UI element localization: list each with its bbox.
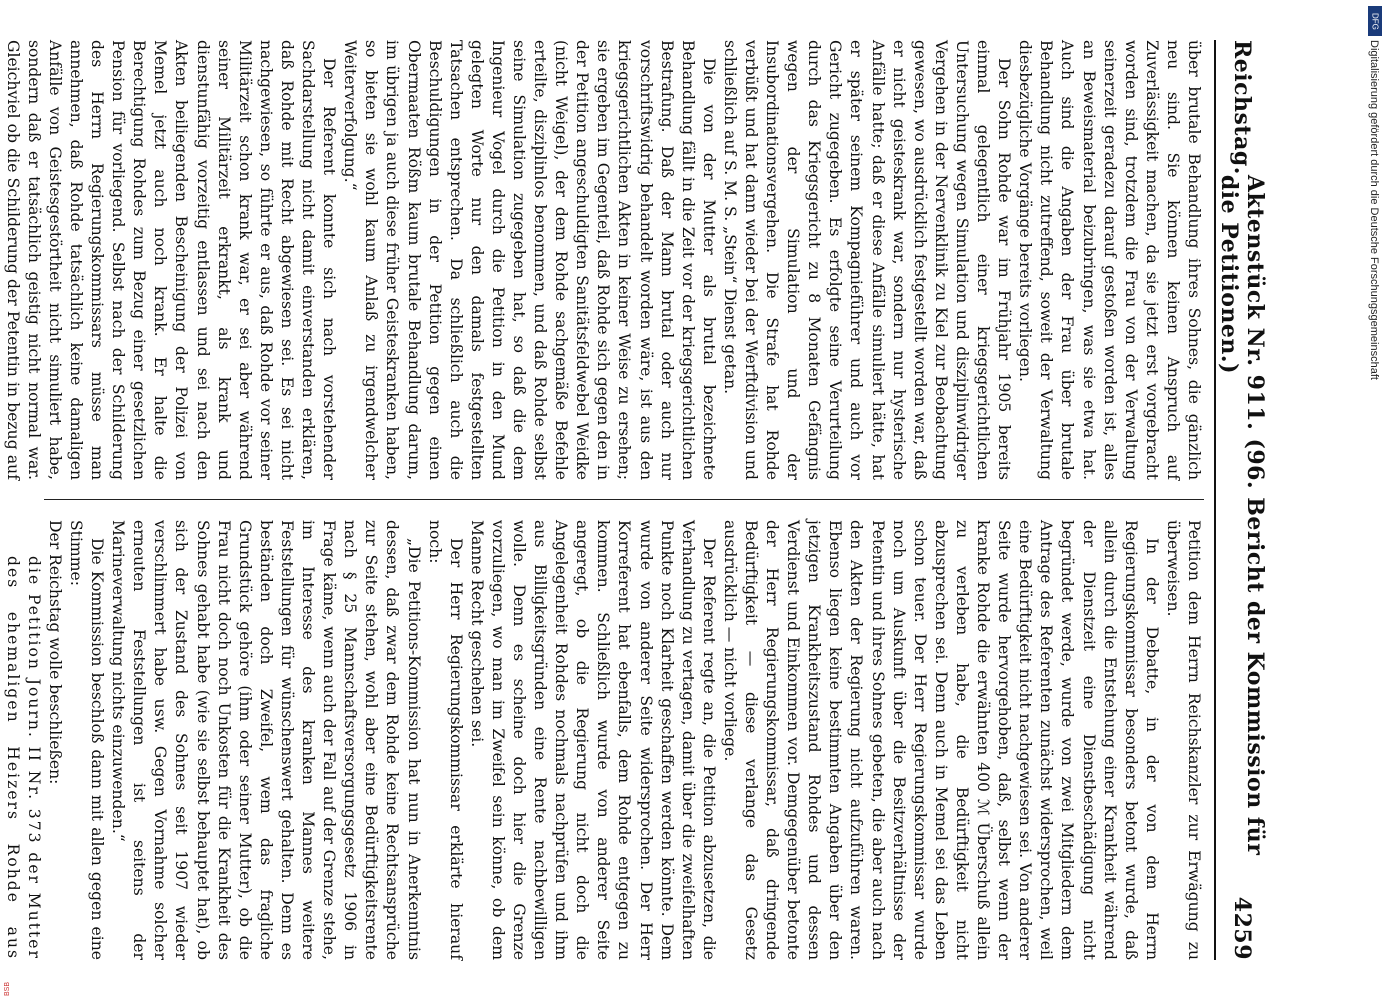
header-report-title: (96. Bericht der Kommission für die Petitionen.) — [1216, 174, 1268, 856]
resolution-text: die Petition Journ. II Nr. 373 der Mutter des ehemaligen Heizers Rohde aus — [3, 556, 43, 960]
header-document-number: Aktenstück Nr. 911. — [1242, 174, 1268, 431]
dfg-logo: DFG — [1368, 6, 1382, 36]
right-paragraph: Der Herr Regierungskommissar erklärte hierauf noch: — [425, 520, 465, 960]
left-paragraph: über brutale Behandlung ihres Sohnes, die gänzlich neu sind. Sie können keinen Anspruch auf Zuverlässigkeit machen, da sie jetzt erst vorgebracht worden sind, trotzdem die Frau von der Verwaltung seinerzeit geradezu darauf gestoßen worden ist, alles an Beweismaterial beizubringen, was sie etwa hat. Auch sind die Angaben der Frau über brutale Behandlung nicht zutreffend, soweit der Verwaltung diesbezügliche Vorgänge bereits vorliegen. — [1016, 40, 1203, 480]
library-mark: BSB — [4, 981, 11, 996]
right-intro: Petition dem Herrn Reichskanzler zur Erwägung zu überweisen. — [1163, 520, 1203, 960]
header-left: Reichstag. — [1229, 40, 1255, 175]
right-paragraph: In der Debatte, in der von dem Herrn Regierungskommissar besonders betont wurde, daß allein durch die Entstehung einer Krankheit während der Dienstzeit eine Dienstbeschädigung nicht begründet werde, wurde von zwei Mitgliedern dem Antrage des Referenten zunächst widersprochen, weil eine Bedürftigkeit nicht nachgewiesen sei. Von anderer Seite wurde hervorgehoben, daß, selbst wenn der kranke Rohde die erwähnten 400 ℳ Überschuß allein zu verleben habe, die Bedürftigkeit nicht abzusprechen sei. Denn auch in Memel sei das Leben schon teuer. Der Herr Regierungskommissar wurde noch um Auskunft über die Besitzverhältnisse der Petentin und ihres Sohnes gebeten, die aber auch nach den Akten der Regierung nicht aufzuführen waren. Ebenso liegen keine bestimmten Angaben über den jetzigen Krankheitszustand Rohdes und dessen Verdienst und Einkommen vor. Demgegenüber betonte der Herr Regierungskommissar, daß dringende Bedürftigkeit — diese verlange das Gesetz ausdrücklich — nicht vorliege. — [720, 520, 1161, 960]
right-column — [3, 520, 1204, 960]
page-header — [1216, 40, 1268, 960]
left-paragraph: Der Referent konnte sich nach vorstehender Sachdarstellung nicht damit einverstanden erklären, daß Rohde mit Recht abgewiesen sei. Es sei nicht nachgewiesen, so führte er aus, daß Rohde vor seiner Militärzeit schon krank war, er sei aber während seiner Militärzeit erkrankt, als krank und dienstunfähig vorzeitig entlassen und sei nach den Akten beiliegenden Bescheinigung der Polizei von Memel jetzt auch noch krank. Er halte die Berechtigung Rohdes zum Bezug einer gesetzlichen Pension für vorliegend. Selbst nach der Schilderung des Herrn Regierungskommissars müsse man annehmen, daß Rohde tatsächlich keine damaligen Anfälle von Geistesgestörtheit nicht simuliert habe, sondern daß er tatsächlich geistig nicht normal war. Gleichviel ob die Schilderung der Petentin in bezug auf — [3, 40, 339, 480]
resolution-intro: Der Reichstag wolle beschließen: — [45, 520, 64, 785]
column-divider — [44, 499, 1204, 500]
page-number: 4259 — [1229, 896, 1255, 960]
left-paragraph: Die von der Mutter als brutal bezeichnete Behandlung fällt in die Zeit vor der kriegsgerichtlichen Bestrafung. Daß der Mann brutal oder auch nur vorschriftswidrig behandelt worden wäre, ist aus den kriegsgerichtlichen Akten in keiner Weise zu ersehen; sie ergeben im Gegenteil, daß Rohde sich gegen den in der Petition angeschuldigten Sanitätsfeldwebel Weidke (nicht Weigel), der dem Rohde sachgemäße Befehle erteilte, disziplinlos benommen, und daß Rohde selbst seine Simulation zugegeben hat, so daß die dem Ingenieur Vogel durch die Petition in den Mund gelegten Worte nur den damals festgestellten Tatsachen entsprechen. Da schließlich auch die Beschuldigungen in der Petition gegen einen Obermaaten Rößm kaum brutale Behandlung darum, im übrigen ja auch diese früher Geisteskranken haben, so bieten sie wohl kaum Anlaß zu irgendwelcher Weiterverfolgung.“ — [341, 40, 718, 480]
left-paragraph: Der Sohn Rohde war im Frühjahr 1905 bereits einmal gelegentlich einer kriegsgerichtlichen Untersuchung wegen Simulation und disziplinwidriger Vergehen in der Nervenklinik zu Kiel zur Beobachtung gewesen, wo ausdrücklich festgestellt worden war, daß er nicht geisteskrank war, sondern nur hysterische Anfälle hatte; daß er diese Anfälle simuliert hätte, hat er später seinem Kompagnieführer und auch vor Gericht zugegeben. Es erfolgte seine Verurteilung durch das Kriegsgericht zu 8 Monaten Gefängnis wegen der Simulation und der Insubordinationsvergehen. Die Strafe hat Rohde verbüßt und hat dann wieder bei der Werftdivision und schließlich auf S. M. S. „Stein“ Dienst getan. — [720, 40, 1014, 480]
header-rule — [1214, 40, 1216, 960]
right-paragraph: „Die Petitions-Kommission hat nun in Anerkenntnis dessen, daß zwar dem Rohde keine Rechtsansprüche zur Seite stehen, wohl aber eine Bedürftigkeitsrente nach § 25 Mannschaftsversorgungsgesetz 1906 in Frage käme, wenn auch der Fall auf der Grenze stehe, im Interesse des kranken Mannes weitere Feststellungen für wünschenswert gehalten. Denn es beständen doch Zweifel, wem das fragliche Grundstück gehöre (ihm oder seiner Mutter), ob die Frau nicht doch noch Unkosten für die Krankheit des Sohnes gehabt habe (wie sie selbst behauptet hat), ob sich der Zustand des Sohnes seit 1907 wieder verschlimmert habe usw. Gegen Vornahme solcher erneuten Feststellungen ist seitens der Marineverwaltung nichts einzuwenden.“ — [109, 520, 423, 960]
right-paragraph: Der Referent regte an, die Petition abzusetzen, die Verhandlung zu vertagen, damit über die zweifelhaften Punkte noch Klarheit geschaffen werden könnte. Dem wurde von anderer Seite widersprochen. Der Herr Korreferent hat ebenfalls, dem Rohde entgegen zu kommen. Schließlich wurde von anderer Seite angeregt, ob die Regierung nicht doch die Angelegenheit Rohdes nochmals nachprüfen und ihm aus Billigkeitsgründen eine Rente nachbewilligen wolle. Denn es scheine doch hier die Grenze vorzuliegen, wo man im Zweifel sein könne, ob dem Manne Recht geschehen sei. — [467, 520, 718, 960]
header-center — [1216, 175, 1268, 897]
right-paragraph: Die Kommission beschloß dann mit allen gegen eine Stimme: — [67, 520, 107, 960]
left-column — [3, 40, 1204, 480]
funding-note: Digitalisierung gefördert durch die Deutsche Forschungsgemeinschaft — [1368, 40, 1380, 380]
